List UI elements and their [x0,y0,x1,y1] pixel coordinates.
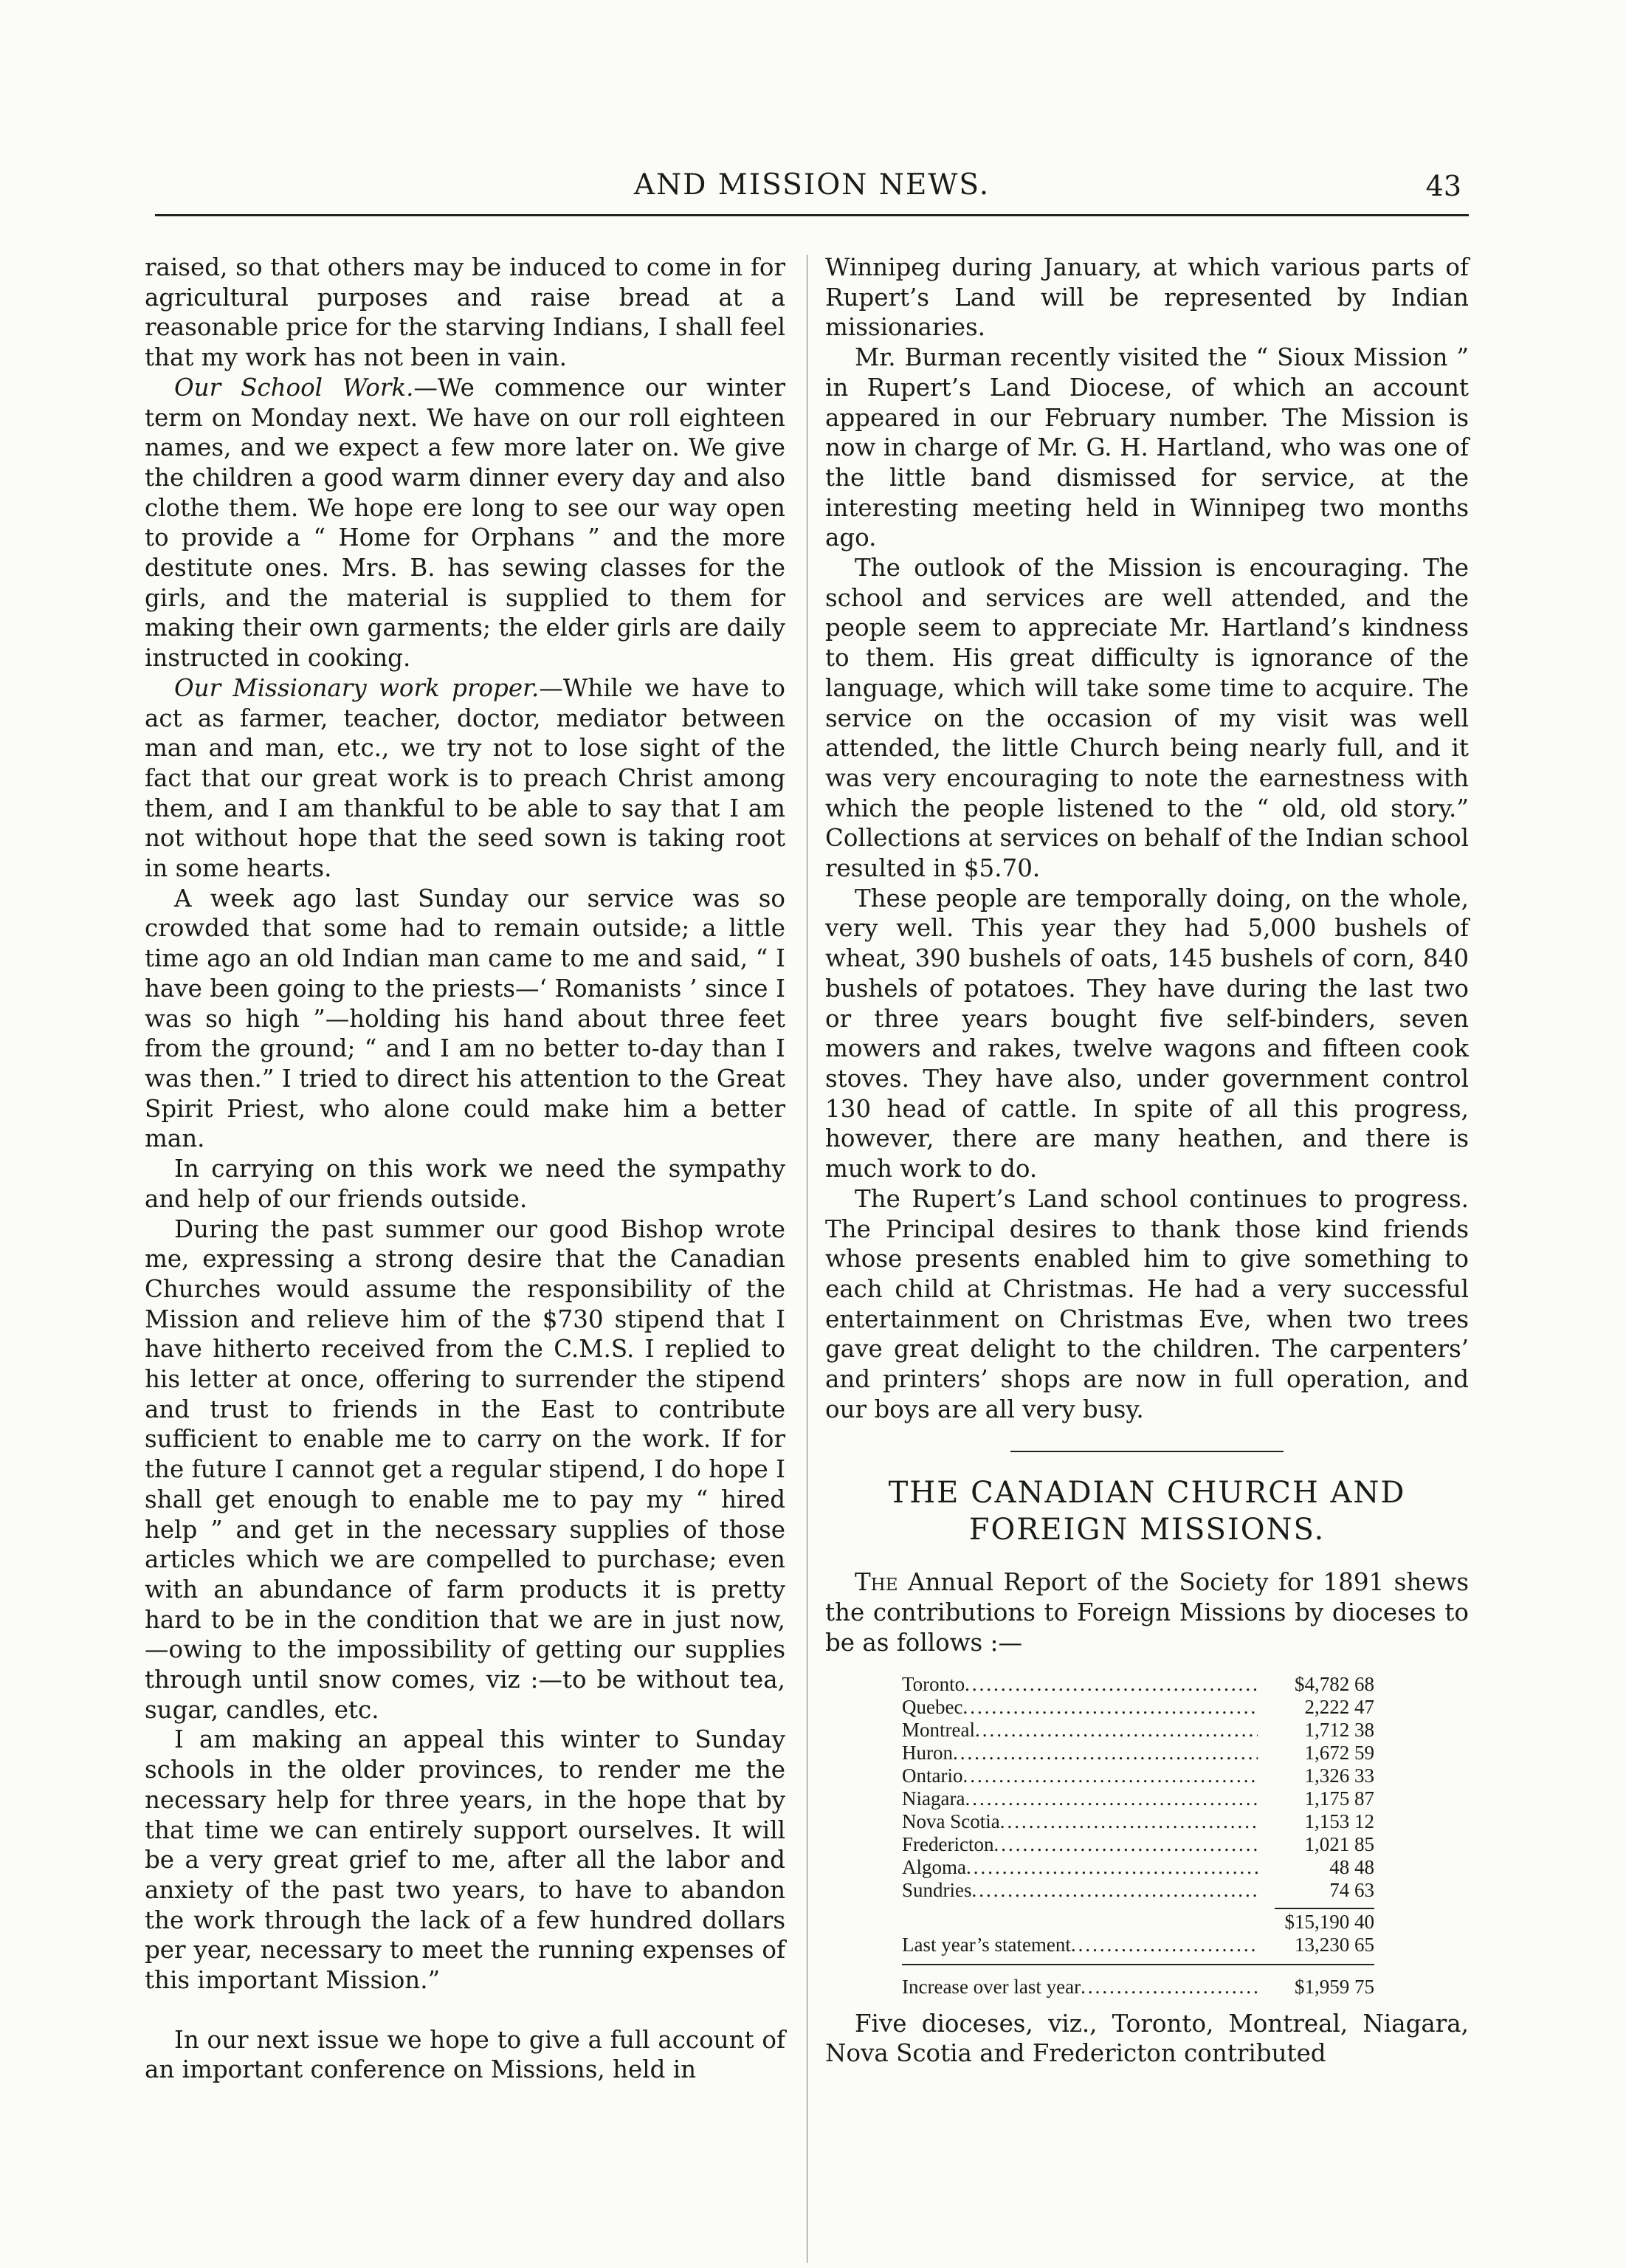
total-row [902,1911,1374,1934]
last-year-row [902,1934,1374,1956]
right-column [825,252,1469,2069]
diocese-amount: $4,782 68 [1295,1672,1374,1695]
diocese-name: Toronto [902,1672,965,1695]
table-row [902,1879,1374,1902]
table-row [902,1764,1374,1787]
diocese-amount: 48 48 [1329,1855,1374,1878]
right-paragraph-1: Winnipeg during January, at which various parts of Rupert’s Land will be represented by Indian missionaries. [825,253,1469,342]
left-paragraph-1: raised, so that others may be induced to come in for agricultural purposes and raise bread at a reasonable price for the starving Indians, I shall feel that my work has not been in vain. [145,253,785,372]
last-year-amount: 13,230 65 [1295,1933,1374,1956]
table-row [902,1673,1374,1696]
diocese-amount: 1,326 33 [1304,1764,1374,1787]
table-row [902,1696,1374,1719]
diocese-amount: 1,712 38 [1304,1718,1374,1741]
right-paragraph-7: Five dioceses, viz., Toronto, Montreal, Niagara, Nova Scotia and Fredericton contributed [825,2009,1469,2068]
total-rule [1275,1908,1374,1909]
left-paragraph-missionary-work [145,673,785,884]
page-header [148,168,1476,220]
school-work-text: —We commence our winter term on Monday next. We have on our roll eighteen names, and we expect a few more later on. We give the children a good warm dinner every day and also clothe them. We hope ere long to see our way open to provide a “ Home for Orphans ” and the more destitute ones. Mrs. B. has sewing classes for the girls, and the material is supplied to them for making their own garments; the elder girls are daily instructed in cooking. [145,373,785,673]
section-heading-line-2: FOREIGN MISSIONS. [968,1513,1326,1547]
diocese-name: Montreal [902,1718,975,1741]
table-row [902,1810,1374,1833]
total-amount: $15,190 40 [1284,1910,1374,1933]
page-number: 43 [1425,170,1461,202]
diocese-name: Ontario [902,1764,963,1787]
diocese-name: Niagara [902,1787,965,1810]
last-year-label: Last year’s statement [902,1933,1071,1956]
table-row [902,1742,1374,1764]
right-paragraph-5: The Rupert’s Land school continues to progress. The Principal desires to thank those kind friends whose presents enabled him to give something to each child at Christmas. He had a very successful entertainment on Christmas Eve, when two trees gave great delight to the children. The carpenters’ and printers’ shops are now in full operation, and our boys are all very busy. [825,1184,1469,1423]
section-heading [825,1474,1469,1548]
right-paragraph-4: These people are temporally doing, on the whole, very well. This year they had 5,000 bushels of wheat, 390 bushels of oats, 145 bushels of corn, 840 bushels of potatoes. They have during the last two or three years bought five self-binders, seven mowers and rakes, twelve wagons and fifteen cook stoves. They have also, under government control 130 head of cattle. In spite of all this progress, however, there are many heathen, and there is much work to do. [825,884,1469,1183]
left-paragraph-4: A week ago last Sunday our service was so crowded that some had to remain outside; a little time ago an old Indian man came to me and said, “ I have been going to the priests—‘ Romanists ’ since I was so high ”—holding his hand about three feet from the ground; “ and I am no better to-day than I was then.” I tried to direct his attention to the Great Spirit Priest, who alone could make him a better man. [145,884,785,1153]
increase-label: Increase over last year [902,1975,1081,1998]
diocese-amount: 2,222 47 [1304,1695,1374,1718]
diocese-amount: 1,175 87 [1304,1787,1374,1810]
table-row [902,1856,1374,1879]
diocese-name: Quebec [902,1695,963,1718]
diocese-amount: 1,153 12 [1304,1810,1374,1832]
table-row [902,1719,1374,1742]
left-paragraph-5: In carrying on this work we need the sympathy and help of our friends outside. [145,1155,785,1213]
diocese-name: Algoma [902,1855,966,1878]
diocese-amount: 1,021 85 [1304,1832,1374,1855]
section-heading-line-1: THE CANADIAN CHURCH AND [888,1476,1406,1511]
header-rule [155,214,1469,216]
missionary-work-text: —While we have to act as farmer, teacher, doctor, mediator between man and man, etc., we try not to lose sight of the fact that our great work is to preach Christ among them, and I am thankful to be able to say that I am not without hope that the seed sown is taking root in some hearts. [145,673,785,883]
report-lead-word: The [855,1568,898,1597]
table-row [902,1787,1374,1810]
running-title: AND MISSION NEWS. [633,168,991,202]
diocese-name: Fredericton [902,1832,994,1855]
diocese-name: Nova Scotia [902,1810,1000,1832]
increase-rule [902,1964,1374,1965]
contributions-table [902,1673,1374,1999]
diocese-name: Huron [902,1741,953,1764]
diocese-name: Sundries [902,1878,972,1901]
table-row [902,1833,1374,1856]
right-paragraph-2: Mr. Burman recently visited the “ Sioux Mission ” in Rupert’s Land Diocese, of which an account appeared in our February number. The Mission is now in charge of Mr. G. H. Hartland, who was one of the little band dismissed for service, at the interesting meeting held in Winnipeg two months ago. [825,343,1469,552]
section-divider-rule [1010,1451,1284,1452]
diocese-amount: 1,672 59 [1304,1741,1374,1764]
right-paragraph-3: The outlook of the Mission is encouraging. The school and services are well attended, and the people seem to appreciate Mr. Hartland’s kindness to them. His great difficulty is ignorance of the language, which will take some time to acquire. The service on the occasion of my visit was well attended, the little Church being nearly full, and it was very encouraging to note the earnestness with which the people listened to the “ old, old story.” Collections at services on behalf of the Indian school resulted in $5.70. [825,554,1469,883]
diocese-amount: 74 63 [1329,1878,1374,1901]
report-intro-text: Annual Report of the Society for 1891 shews the contributions to Foreign Missions by dioceses to be as follows :— [825,1568,1469,1657]
increase-amount: $1,959 75 [1295,1975,1374,1998]
left-paragraph-school-work [145,373,785,673]
left-column [145,252,785,2085]
school-work-lead: Our School Work. [174,373,414,402]
missionary-work-lead: Our Missionary work proper. [174,673,540,702]
increase-row [902,1976,1374,1999]
left-paragraph-7: I am making an appeal this winter to Sunday schools in the older provinces, to render me the necessary help for three years, in the hope that by that time we can entirely support ourselves. It will be a very great grief to me, after all the labor and anxiety of the past two years, to have to abandon the work through the lack of a few hundred dollars per year, necessary to meet the running expenses of this important Mission.” [145,1725,785,1995]
right-paragraph-6 [825,1567,1469,1657]
left-paragraph-6: During the past summer our good Bishop wrote me, expressing a strong desire that the Canadian Churches would assume the responsibility of the Mission and relieve him of the $730 stipend that I have hitherto received from the C.M.S. I replied to his letter at once, offering to surrender the stipend and trust to friends in the East to contribute sufficient to enable me to carry on the work. If for the future I cannot get a regular stipend, I do hope I shall get enough to enable me to pay my “ hired help ” and get in the necessary supplies of those articles which we are compelled to purchase; even with an abundance of farm products it is pretty hard to be in the condition that we are in just now,—owing to the impossibility of getting our supplies through until snow comes, viz :—to be without tea, sugar, candles, etc. [145,1214,785,1724]
left-paragraph-8: In our next issue we hope to give a full account of an important conference on Missions, held in [145,2025,785,2084]
